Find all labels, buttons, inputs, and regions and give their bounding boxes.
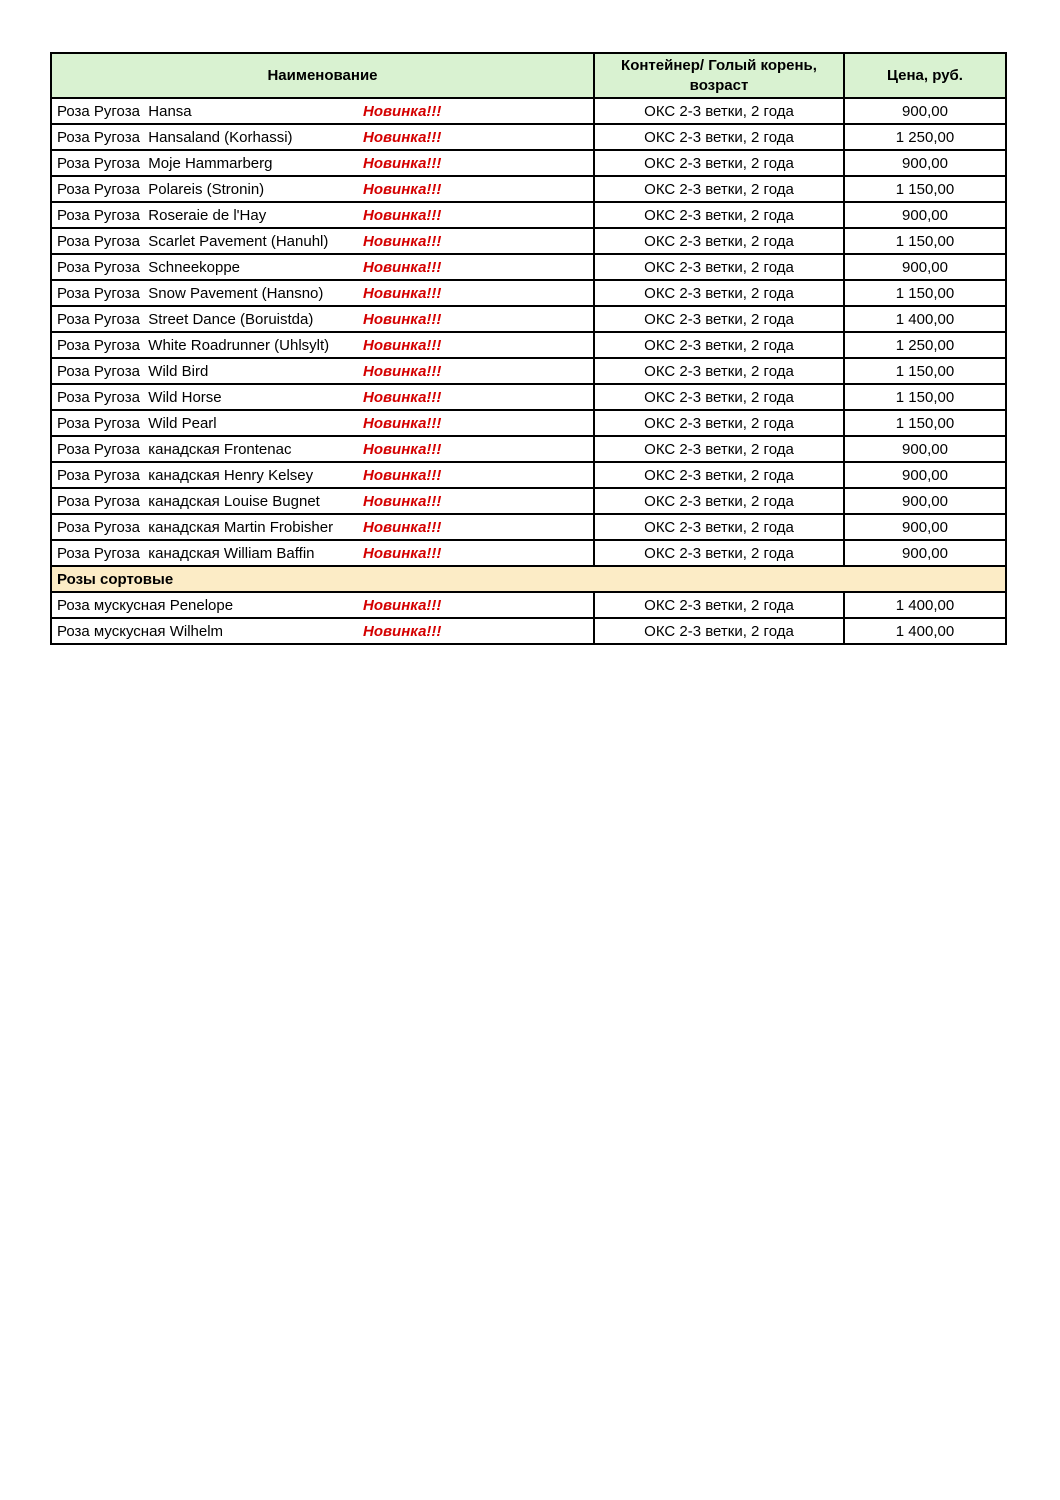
- table-row: [51, 514, 1006, 540]
- table-row: [51, 98, 1006, 124]
- container-age-cell: ОКС 2-3 ветки, 2 года: [594, 488, 844, 514]
- container-age-cell: ОКС 2-3 ветки, 2 года: [594, 592, 844, 618]
- plant-name: Роза Ругоза канадская Martin Frobisher: [57, 518, 334, 536]
- container-age-cell: ОКС 2-3 ветки, 2 года: [594, 436, 844, 462]
- price-cell: 900,00: [844, 202, 1006, 228]
- header-row: [51, 53, 1006, 98]
- price-cell: 900,00: [844, 254, 1006, 280]
- container-age-cell: ОКС 2-3 ветки, 2 года: [594, 124, 844, 150]
- new-item-badge: Новинка!!!: [363, 622, 442, 640]
- container-age-cell: ОКС 2-3 ветки, 2 года: [594, 358, 844, 384]
- name-cell: [51, 280, 594, 306]
- price-cell: 1 250,00: [844, 124, 1006, 150]
- container-age-cell: ОКС 2-3 ветки, 2 года: [594, 514, 844, 540]
- name-cell: [51, 436, 594, 462]
- plant-name: Роза Ругоза Moje Hammarberg: [57, 154, 273, 172]
- new-item-badge: Новинка!!!: [363, 596, 442, 614]
- container-age-cell: ОКС 2-3 ветки, 2 года: [594, 228, 844, 254]
- plant-name: Роза Ругоза Hansaland (Korhassi): [57, 128, 293, 146]
- plant-name: Роза Ругоза Snow Pavement (Hansno): [57, 284, 324, 302]
- table-row: [51, 124, 1006, 150]
- container-age-cell: ОКС 2-3 ветки, 2 года: [594, 462, 844, 488]
- table-row: [51, 358, 1006, 384]
- price-cell: 1 150,00: [844, 384, 1006, 410]
- new-item-badge: Новинка!!!: [363, 310, 442, 328]
- table-row: [51, 592, 1006, 618]
- table-body: [51, 98, 1006, 644]
- price-cell: 1 400,00: [844, 618, 1006, 644]
- price-cell: 1 150,00: [844, 228, 1006, 254]
- container-age-cell: ОКС 2-3 ветки, 2 года: [594, 410, 844, 436]
- price-table: [50, 52, 1007, 645]
- container-age-cell: ОКС 2-3 ветки, 2 года: [594, 150, 844, 176]
- table-row: [51, 228, 1006, 254]
- container-age-cell: ОКС 2-3 ветки, 2 года: [594, 176, 844, 202]
- container-age-cell: ОКС 2-3 ветки, 2 года: [594, 202, 844, 228]
- table-row: [51, 280, 1006, 306]
- plant-name: Роза мускусная Wilhelm: [57, 622, 224, 640]
- new-item-badge: Новинка!!!: [363, 336, 442, 354]
- container-age-cell: ОКС 2-3 ветки, 2 года: [594, 280, 844, 306]
- new-item-badge: Новинка!!!: [363, 180, 442, 198]
- new-item-badge: Новинка!!!: [363, 414, 442, 432]
- name-cell: [51, 332, 594, 358]
- table-row: [51, 176, 1006, 202]
- new-item-badge: Новинка!!!: [363, 102, 442, 120]
- plant-name: Роза Ругоза Street Dance (Boruistda): [57, 310, 314, 328]
- column-header-name: Наименование: [51, 53, 594, 98]
- new-item-badge: Новинка!!!: [363, 440, 442, 458]
- container-age-cell: ОКС 2-3 ветки, 2 года: [594, 618, 844, 644]
- new-item-badge: Новинка!!!: [363, 544, 442, 562]
- price-cell: 1 250,00: [844, 332, 1006, 358]
- plant-name: Роза Ругоза канадская Louise Bugnet: [57, 492, 320, 510]
- table-row: [51, 410, 1006, 436]
- name-cell: [51, 124, 594, 150]
- price-cell: 900,00: [844, 436, 1006, 462]
- price-cell: 1 400,00: [844, 592, 1006, 618]
- container-age-cell: ОКС 2-3 ветки, 2 года: [594, 254, 844, 280]
- price-cell: 900,00: [844, 98, 1006, 124]
- new-item-badge: Новинка!!!: [363, 206, 442, 224]
- name-cell: [51, 228, 594, 254]
- container-age-cell: ОКС 2-3 ветки, 2 года: [594, 384, 844, 410]
- table-row: [51, 618, 1006, 644]
- plant-name: Роза Ругоза White Roadrunner (Uhlsylt): [57, 336, 330, 354]
- plant-name: Роза Ругоза канадская Henry Kelsey: [57, 466, 314, 484]
- name-cell: [51, 488, 594, 514]
- plant-name: Роза Ругоза Wild Bird: [57, 362, 209, 380]
- new-item-badge: Новинка!!!: [363, 258, 442, 276]
- table-row: [51, 202, 1006, 228]
- name-cell: [51, 358, 594, 384]
- price-cell: 900,00: [844, 150, 1006, 176]
- table-row: [51, 384, 1006, 410]
- new-item-badge: Новинка!!!: [363, 128, 442, 146]
- name-cell: [51, 462, 594, 488]
- price-cell: 1 150,00: [844, 176, 1006, 202]
- plant-name: Роза Ругоза канадская William Baffin: [57, 544, 315, 562]
- section-label: Розы сортовые: [51, 566, 1006, 592]
- name-cell: [51, 410, 594, 436]
- container-age-cell: ОКС 2-3 ветки, 2 года: [594, 540, 844, 566]
- table-row: [51, 332, 1006, 358]
- new-item-badge: Новинка!!!: [363, 232, 442, 250]
- table-row: [51, 462, 1006, 488]
- price-cell: 1 150,00: [844, 280, 1006, 306]
- plant-name: Роза Ругоза Polareis (Stronin): [57, 180, 265, 198]
- name-cell: [51, 384, 594, 410]
- table-row: [51, 150, 1006, 176]
- price-cell: 1 150,00: [844, 410, 1006, 436]
- name-cell: [51, 592, 594, 618]
- table-row: [51, 436, 1006, 462]
- section-row: [51, 566, 1006, 592]
- new-item-badge: Новинка!!!: [363, 388, 442, 406]
- plant-name: Роза Ругоза Wild Pearl: [57, 414, 217, 432]
- table-row: [51, 540, 1006, 566]
- price-cell: 900,00: [844, 514, 1006, 540]
- container-age-cell: ОКС 2-3 ветки, 2 года: [594, 306, 844, 332]
- name-cell: [51, 254, 594, 280]
- new-item-badge: Новинка!!!: [363, 362, 442, 380]
- plant-name: Роза мускусная Penelope: [57, 596, 234, 614]
- new-item-badge: Новинка!!!: [363, 466, 442, 484]
- name-cell: [51, 202, 594, 228]
- name-cell: [51, 150, 594, 176]
- name-cell: [51, 176, 594, 202]
- plant-name: Роза Ругоза Scarlet Pavement (Hanuhl): [57, 232, 329, 250]
- new-item-badge: Новинка!!!: [363, 154, 442, 172]
- name-cell: [51, 618, 594, 644]
- name-cell: [51, 306, 594, 332]
- price-cell: 900,00: [844, 540, 1006, 566]
- price-cell: 900,00: [844, 462, 1006, 488]
- table-row: [51, 254, 1006, 280]
- new-item-badge: Новинка!!!: [363, 518, 442, 536]
- plant-name: Роза Ругоза Schneekoppe: [57, 258, 241, 276]
- plant-name: Роза Ругоза Roseraie de l'Hay: [57, 206, 267, 224]
- plant-name: Роза Ругоза канадская Frontenac: [57, 440, 292, 458]
- column-header-container: Контейнер/ Голый корень, возраст: [594, 53, 844, 98]
- table-row: [51, 488, 1006, 514]
- container-age-cell: ОКС 2-3 ветки, 2 года: [594, 332, 844, 358]
- name-cell: [51, 98, 594, 124]
- price-cell: 1 150,00: [844, 358, 1006, 384]
- table-row: [51, 306, 1006, 332]
- new-item-badge: Новинка!!!: [363, 492, 442, 510]
- plant-name: Роза Ругоза Hansa: [57, 102, 192, 120]
- name-cell: [51, 540, 594, 566]
- name-cell: [51, 514, 594, 540]
- plant-name: Роза Ругоза Wild Horse: [57, 388, 222, 406]
- container-age-cell: ОКС 2-3 ветки, 2 года: [594, 98, 844, 124]
- price-cell: 900,00: [844, 488, 1006, 514]
- price-cell: 1 400,00: [844, 306, 1006, 332]
- column-header-price: Цена, руб.: [844, 53, 1006, 98]
- new-item-badge: Новинка!!!: [363, 284, 442, 302]
